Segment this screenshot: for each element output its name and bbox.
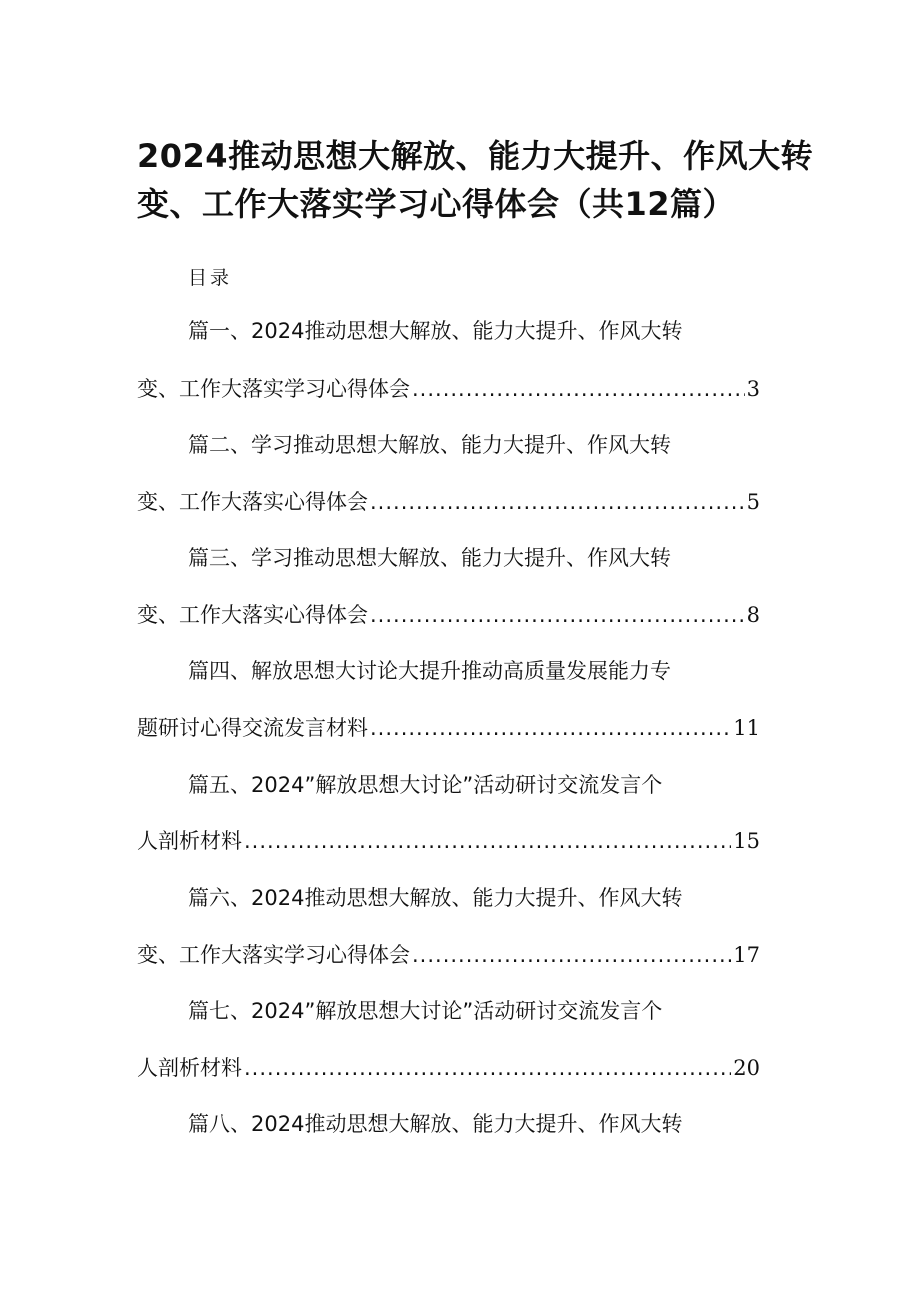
toc-entry-2-line-1[interactable]: 篇二、学习推动思想大解放、能力大提升、作风大转 xyxy=(188,433,671,457)
dot-leader xyxy=(412,374,745,404)
toc-entry-7-page: 20 xyxy=(733,1056,760,1080)
toc-entry-3-text: 变、工作大落实心得体会 xyxy=(137,603,368,627)
toc-entry-1-page: 3 xyxy=(746,377,760,401)
toc-heading: 目录 xyxy=(188,267,233,289)
toc-entry-3-page: 8 xyxy=(746,603,760,627)
dot-leader xyxy=(370,487,745,517)
dot-leader xyxy=(244,1053,731,1083)
toc-entry-4-line-1[interactable]: 篇四、解放思想大讨论大提升推动高质量发展能力专 xyxy=(188,659,671,683)
title-line-1: 2024推动思想大解放、能力大提升、作风大转 xyxy=(137,137,814,175)
dot-leader xyxy=(370,600,745,630)
toc-entry-1-line-2[interactable] xyxy=(137,374,760,404)
toc-entry-5-text: 人剖析材料 xyxy=(137,829,242,853)
toc-entry-5-line-1[interactable]: 篇五、2024”解放思想大讨论”活动研讨交流发言个 xyxy=(188,773,663,797)
toc-entry-1-line-1[interactable]: 篇一、2024推动思想大解放、能力大提升、作风大转 xyxy=(188,319,683,343)
toc-entry-4-page: 11 xyxy=(733,716,760,740)
toc-entry-4-text: 题研讨心得交流发言材料 xyxy=(137,716,368,740)
toc-entry-5-page: 15 xyxy=(733,829,760,853)
dot-leader xyxy=(244,826,731,856)
toc-entry-6-text: 变、工作大落实学习心得体会 xyxy=(137,943,410,967)
toc-entry-2-text: 变、工作大落实心得体会 xyxy=(137,490,368,514)
toc-entry-6-line-2[interactable] xyxy=(137,940,760,970)
toc-entry-3-line-2[interactable] xyxy=(137,600,760,630)
toc-entry-7-line-2[interactable] xyxy=(137,1053,760,1083)
dot-leader xyxy=(370,713,731,743)
toc-entry-4-line-2[interactable] xyxy=(137,713,760,743)
toc-entry-2-line-2[interactable] xyxy=(137,487,760,517)
toc-entry-6-line-1[interactable]: 篇六、2024推动思想大解放、能力大提升、作风大转 xyxy=(188,886,683,910)
toc-entry-7-text: 人剖析材料 xyxy=(137,1056,242,1080)
dot-leader xyxy=(412,940,731,970)
document-title xyxy=(137,132,814,228)
toc-entry-3-line-1[interactable]: 篇三、学习推动思想大解放、能力大提升、作风大转 xyxy=(188,546,671,570)
toc-entry-7-line-1[interactable]: 篇七、2024”解放思想大讨论”活动研讨交流发言个 xyxy=(188,999,663,1023)
toc-entry-6-page: 17 xyxy=(733,943,760,967)
toc-entry-8-line-1[interactable]: 篇八、2024推动思想大解放、能力大提升、作风大转 xyxy=(188,1112,683,1136)
toc-entry-1-text: 变、工作大落实学习心得体会 xyxy=(137,377,410,401)
toc-entry-2-page: 5 xyxy=(746,490,760,514)
toc-entry-5-line-2[interactable] xyxy=(137,826,760,856)
title-line-2: 变、工作大落实学习心得体会（共12篇） xyxy=(137,185,736,223)
